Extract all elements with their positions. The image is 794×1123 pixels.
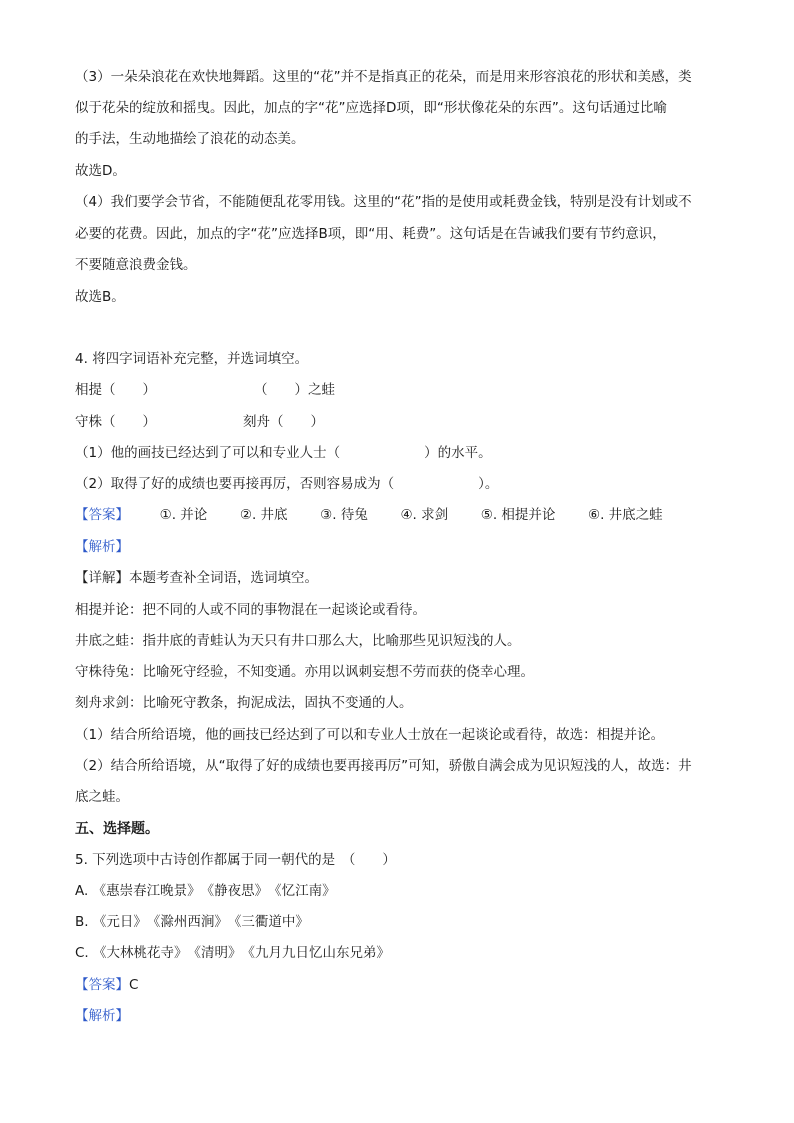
q5-option-c: C. 《大林桃花寺》 《清明》 《九月九日忆山东兄弟》 — [75, 945, 391, 961]
p3-line-2: 似于花朵的绽放和摇曳。因此，加点的字“花”应选择D项，即“形状像花朵的东西”。这句话通过比喻 — [75, 100, 667, 116]
detail-tag: 【详解】 — [75, 570, 129, 586]
detail-line — [75, 569, 318, 587]
q4-row2-b: 刻舟（ ） — [243, 414, 324, 430]
p3-choice: 故选D。 — [75, 163, 126, 179]
definition-1: 相提并论：把不同的人或不同的事物混在一起谈论或看待。 — [75, 602, 426, 618]
answer-item: ④. 求剑 — [400, 507, 449, 523]
explanation-2-line-1: （2）结合所给语境，从“取得了好的成绩也要再接再厉”可知，骄傲自满会成为见识短浅的人，故选：井 — [75, 758, 692, 774]
q5-option-a: A. 《惠崇春江晚景》 《静夜思》 《忆江南》 — [75, 883, 336, 899]
explanation-1: （1）结合所给语境，他的画技已经达到了可以和专业人士放在一起谈论或看待，故选：相提并论。 — [75, 727, 665, 743]
q4-row1-b: （ ）之蛙 — [254, 382, 335, 398]
q4-answer-line — [75, 506, 663, 524]
answer-item: ③. 待兔 — [320, 507, 368, 523]
q4-sentence-1 — [75, 444, 492, 462]
answer-item: ⑥. 井底之蛙 — [588, 507, 663, 523]
answer-tag: 【答案】 — [75, 977, 129, 993]
p3-line-1: （3）一朵朵浪花在欢快地舞蹈。这里的“花”并不是指真正的花朵，而是用来形容浪花的形状和美感，类 — [75, 69, 692, 85]
q5-answer-line — [75, 976, 138, 994]
q5-option-b: B. 《元日》 《滁州西涧》 《三衢道中》 — [75, 914, 309, 930]
answer-item: ⑤. 相提并论 — [480, 507, 556, 523]
p4-line-2: 必要的花费。因此，加点的字“花”应选择B项，即“用、耗费”。这句话是在告诫我们要有节约意识， — [75, 226, 666, 242]
answer-item: ①. 并论 — [159, 507, 208, 523]
definition-2: 井底之蛙：指井底的青蛙认为天只有井口那么大，比喻那些见识短浅的人。 — [75, 633, 521, 649]
p4-choice: 故选B。 — [75, 289, 125, 305]
p4-line-3: 不要随意浪费金钱。 — [75, 257, 197, 273]
q4-row2-a: 守株（ ） — [75, 414, 156, 430]
q4-title: 4. 将四字词语补充完整，并选词填空。 — [75, 351, 309, 367]
p4-line-1: （4）我们要学会节省，不能随便乱花零用钱。这里的“花”指的是使用或耗费金钱，特别是没有计划或不 — [75, 194, 692, 210]
detail-text: 本题考查补全词语，选词填空。 — [129, 570, 318, 586]
answer-item: ②. 井底 — [239, 507, 288, 523]
q4-row1-a: 相提（ ） — [75, 382, 156, 398]
definition-4: 刻舟求剑：比喻死守教条，拘泥成法，固执不变通的人。 — [75, 695, 413, 711]
q5-text: 5. 下列选项中古诗创作都属于同一朝代的是 （ ） — [75, 852, 396, 868]
analysis-tag: 【解析】 — [75, 539, 129, 555]
analysis-tag: 【解析】 — [75, 1008, 129, 1024]
answer-tag: 【答案】 — [75, 507, 129, 523]
q4-s2-before: （2）取得了好的成绩也要再接再厉，否则容易成为（ — [75, 476, 395, 492]
answer-value: C — [129, 977, 139, 993]
q4-sentence-2 — [75, 475, 498, 493]
definition-3: 守株待兔：比喻死守经验，不知变通。亦用以讽刺妄想不劳而获的侥幸心理。 — [75, 664, 534, 680]
p3-line-3: 的手法，生动地描绘了浪花的动态美。 — [75, 131, 305, 147]
q4-s2-after: ）。 — [478, 476, 499, 492]
q4-s1-after: ）的水平。 — [424, 445, 492, 461]
q4-s1-before: （1）他的画技已经达到了可以和专业人士（ — [75, 445, 341, 461]
section-heading: 五、选择题。 — [75, 821, 159, 837]
explanation-2-line-2: 底之蛙。 — [75, 789, 129, 805]
